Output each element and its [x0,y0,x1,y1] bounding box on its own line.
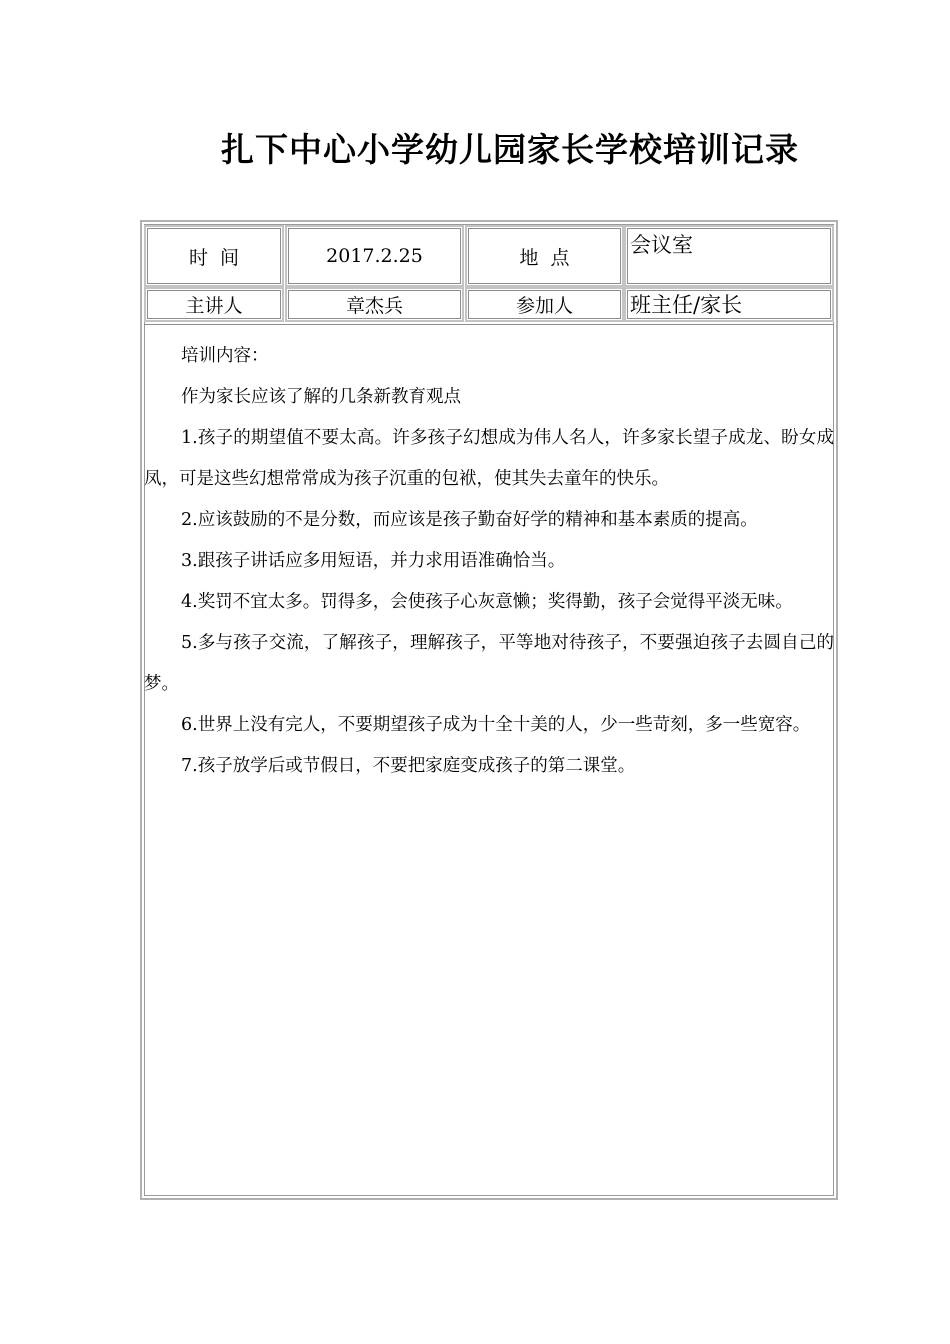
time-value-cell [285,225,464,287]
place-label: 地 点 [519,246,570,269]
training-content [144,336,834,787]
content-subtitle: 作为家长应该了解的几条新教育观点 [181,387,461,407]
content-point: 4.奖罚不宜太多。罚得多，会使孩子心灰意懒；奖得勤，孩子会觉得平淡无味。 [181,592,793,612]
speaker-label-cell [144,287,284,322]
content-heading: 培训内容： [181,346,269,366]
content-point: 1.孩子的期望值不要太高。许多孩子幻想成为伟人名人，许多家长望子成龙、盼女成凤，可是这些幻想常常成为孩子沉重的包袱，使其失去童年的快乐。 [144,428,834,489]
time-label-cell [144,225,284,287]
place-value: 会议室 [630,233,693,257]
content-point: 2.应该鼓励的不是分数，而应该是孩子勤奋好学的精神和基本素质的提高。 [181,510,758,530]
time-value: 2017.2.25 [326,245,423,267]
place-value-cell [624,225,834,287]
participants-value: 班主任/家长 [630,293,743,317]
speaker-value-cell [285,287,464,322]
table-divider [144,324,834,325]
speaker-label: 主讲人 [185,295,243,317]
content-point: 3.跟孩子讲话应多用短语，并力求用语准确恰当。 [181,551,566,571]
time-label: 时 间 [188,246,240,269]
participants-label: 参加人 [515,295,573,317]
content-point: 6.世界上没有完人，不要期望孩子成为十全十美的人，少一些苛刻，多一些宽容。 [181,715,811,735]
speaker-value: 章杰兵 [345,295,403,317]
participants-label-cell [465,287,624,322]
document-title: 扎下中心小学幼儿园家长学校培训记录 [221,130,799,169]
participants-value-cell [624,287,834,322]
place-label-cell [465,225,624,287]
content-point: 5.多与孩子交流，了解孩子，理解孩子，平等地对待孩子，不要强迫孩子去圆自己的梦。 [144,633,834,694]
content-point: 7.孩子放学后或节假日，不要把家庭变成孩子的第二课堂。 [181,756,636,776]
